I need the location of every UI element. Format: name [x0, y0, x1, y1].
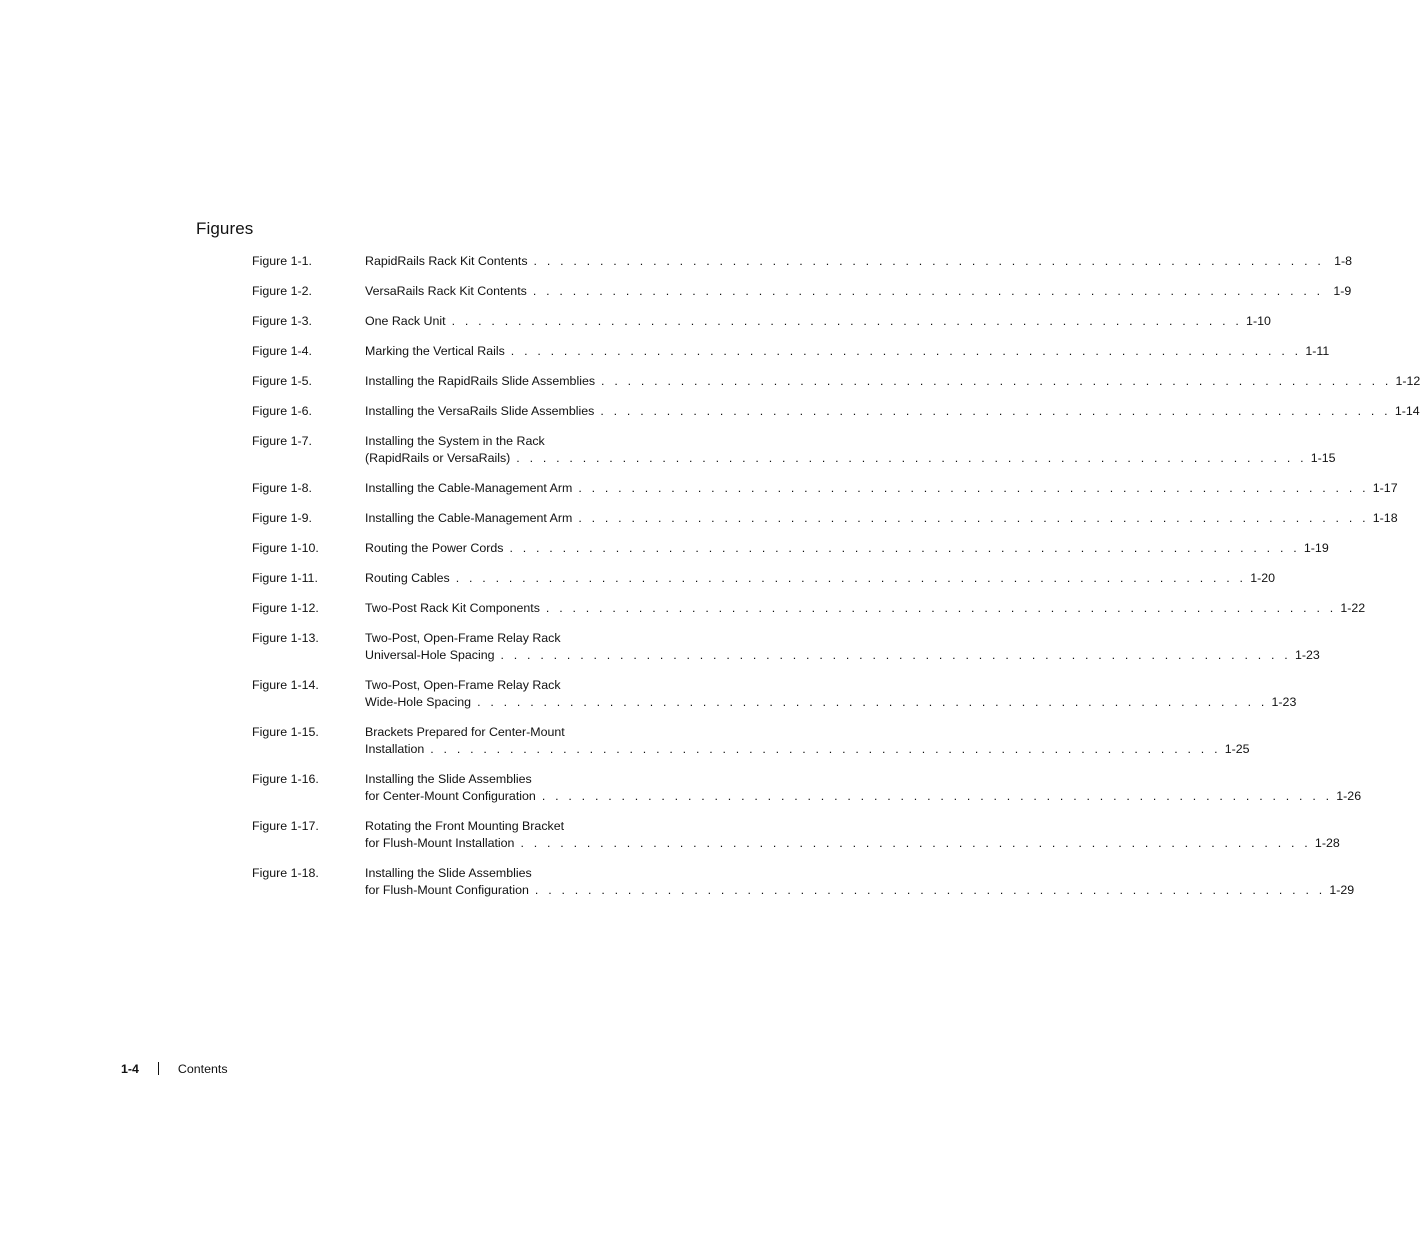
page-number: 1-23: [1271, 695, 1297, 709]
page-number: 1-26: [1336, 789, 1362, 803]
figure-caption: [365, 630, 1320, 664]
figure-title-line: Two-Post Rack Kit Components: [365, 601, 540, 615]
section-heading: Figures: [196, 219, 254, 238]
figure-label: Figure 1-6.: [252, 404, 312, 418]
figure-title-row: [365, 741, 1250, 758]
figure-title-row: [365, 694, 1297, 711]
figure-title-line: Wide-Hole Spacing: [365, 695, 472, 709]
figure-caption: [365, 373, 1420, 390]
figure-title-line: Installing the Cable-Management Arm: [365, 511, 573, 525]
toc-entry: [252, 570, 1276, 587]
figure-title-line: Brackets Prepared for Center-Mount: [365, 725, 565, 739]
figure-caption: [365, 724, 1250, 758]
footer-separator: [158, 1062, 159, 1075]
toc-entry: [252, 771, 1362, 805]
figure-title-line: Installing the Cable-Management Arm: [365, 481, 573, 495]
dot-leader: . . . . . . . . . . . . . . . . . . . . . . . . . . . . . . . . . . . . . . . . . . . . . . . . . . . . . . . . . . . .: [578, 481, 1369, 495]
toc-entry: [252, 724, 1250, 758]
page-number: 1-14: [1394, 404, 1420, 418]
figure-label: Figure 1-12.: [252, 601, 319, 615]
figure-label: Figure 1-18.: [252, 866, 319, 880]
dot-leader: . . . . . . . . . . . . . . . . . . . . . . . . . . . . . . . . . . . . . . . . . . . . . . . . . . . . . . . . . . . .: [509, 541, 1300, 555]
figure-title-line: VersaRails Rack Kit Contents: [365, 284, 527, 298]
figure-title-line: Routing Cables: [365, 571, 450, 585]
figure-title-row: [365, 313, 1271, 330]
figure-title-line: RapidRails Rack Kit Contents: [365, 254, 528, 268]
figure-caption: [365, 677, 1297, 711]
dot-leader: . . . . . . . . . . . . . . . . . . . . . . . . . . . . . . . . . . . . . . . . . . . . . . . . . . . . . . . . . . . .: [510, 344, 1302, 358]
page-number: 1-19: [1303, 541, 1329, 555]
figure-label: Figure 1-2.: [252, 284, 312, 298]
figure-label: Figure 1-13.: [252, 631, 319, 645]
toc-entry: [252, 373, 1420, 390]
toc-entry: [252, 510, 1398, 527]
page-number: 1-18: [1372, 511, 1398, 525]
figure-caption: [365, 818, 1340, 852]
toc-entry: [252, 313, 1271, 330]
toc-entry: [252, 283, 1352, 300]
toc-entry: [252, 818, 1340, 852]
figure-label: Figure 1-7.: [252, 434, 312, 448]
figure-title-line: Installation: [365, 742, 425, 756]
figure-caption: [365, 283, 1352, 300]
page-number: 1-29: [1329, 883, 1355, 897]
page-number: 1-11: [1305, 344, 1330, 358]
figure-title-line: Universal-Hole Spacing: [365, 648, 495, 662]
figure-label: Figure 1-5.: [252, 374, 312, 388]
figure-title-line: for Center-Mount Configuration: [365, 789, 536, 803]
page-number: 1-28: [1314, 836, 1340, 850]
figure-label: Figure 1-15.: [252, 725, 319, 739]
dot-leader: . . . . . . . . . . . . . . . . . . . . . . . . . . . . . . . . . . . . . . . . . . . . . . . . . . . . . . . . . . . .: [541, 789, 1333, 803]
figure-title-line: Rotating the Front Mounting Bracket: [365, 819, 565, 833]
figure-label: Figure 1-14.: [252, 678, 319, 692]
dot-leader: . . . . . . . . . . . . . . . . . . . . . . . . . . . . . . . . . . . . . . . . . . . . . . . . . . . . . . . . . . . .: [500, 648, 1291, 662]
page-number: 1-8: [1334, 254, 1352, 268]
toc-entry: [252, 343, 1330, 360]
dot-leader: . . . . . . . . . . . . . . . . . . . . . . . . . . . . . . . . . . . . . . . . . . . . . . . . . . . . . . . . . . . .: [600, 404, 1391, 418]
figure-title-row: [365, 510, 1398, 527]
figure-title-row: [365, 647, 1320, 664]
dot-leader: . . . . . . . . . . . . . . . . . . . . . . . . . . . . . . . . . . . . . . . . . . . . . . . . . . . . . . . . . . . .: [430, 742, 1221, 756]
toc-entry: [252, 865, 1355, 899]
figure-title-row: [365, 835, 1340, 852]
page-number: 1-10: [1246, 314, 1271, 328]
footer-section-name: Contents: [177, 1062, 228, 1076]
figure-caption: [365, 343, 1330, 360]
figure-title-line: One Rack Unit: [365, 314, 446, 328]
page-number: 1-17: [1372, 481, 1398, 495]
figure-title-line: Installing the Slide Assemblies: [365, 866, 532, 880]
figure-title-line: Installing the Slide Assemblies: [365, 772, 532, 786]
figure-title-line: for Flush-Mount Installation: [365, 836, 515, 850]
figure-label: Figure 1-4.: [252, 344, 312, 358]
page-footer: [121, 1061, 228, 1078]
dot-leader: . . . . . . . . . . . . . . . . . . . . . . . . . . . . . . . . . . . . . . . . . . . . . . . . . . . . . . . . . . . .: [545, 601, 1337, 615]
page-number: 1-20: [1250, 571, 1276, 585]
figure-caption: [365, 600, 1366, 617]
dot-leader: . . . . . . . . . . . . . . . . . . . . . . . . . . . . . . . . . . . . . . . . . . . . . . . . . . . . . . . . . . . .: [601, 374, 1392, 388]
figure-caption: [365, 253, 1352, 270]
figure-title-row: [365, 343, 1330, 360]
dot-leader: . . . . . . . . . . . . . . . . . . . . . . . . . . . . . . . . . . . . . . . . . . . . . . . . . . . . . . . . . . . .: [477, 695, 1268, 709]
figure-caption: [365, 540, 1329, 557]
figure-label: Figure 1-11.: [252, 571, 318, 585]
figure-title-row: [365, 570, 1276, 587]
dot-leader: . . . . . . . . . . . . . . . . . . . . . . . . . . . . . . . . . . . . . . . . . . . . . . . . . . . . . . . . . . . .: [578, 511, 1369, 525]
dot-leader: . . . . . . . . . . . . . . . . . . . . . . . . . . . . . . . . . . . . . . . . . . . . . . . . . . . . . . . . . . . .: [533, 254, 1324, 268]
figure-title-line: Marking the Vertical Rails: [365, 344, 505, 358]
figure-title-line: for Flush-Mount Configuration: [365, 883, 529, 897]
figure-caption: [365, 433, 1336, 467]
figure-caption: [365, 570, 1276, 587]
figure-title-line: Routing the Power Cords: [365, 541, 504, 555]
figure-title-line: Installing the VersaRails Slide Assemblies: [365, 404, 595, 418]
toc-entry: [252, 540, 1329, 557]
figure-caption: [365, 510, 1398, 527]
dot-leader: . . . . . . . . . . . . . . . . . . . . . . . . . . . . . . . . . . . . . . . . . . . . . . . . . . . . . . . . . . . .: [532, 284, 1324, 298]
figure-label: Figure 1-9.: [252, 511, 312, 525]
figure-title-row: [365, 283, 1352, 300]
figure-title-line: Two-Post, Open-Frame Relay Rack: [365, 678, 561, 692]
figure-title-line: Installing the RapidRails Slide Assemblies: [365, 374, 596, 388]
figure-label: Figure 1-10.: [252, 541, 319, 555]
toc-entry: [252, 677, 1297, 711]
toc-entry: [252, 253, 1352, 270]
figure-caption: [365, 865, 1355, 899]
page-number: 1-25: [1224, 742, 1250, 756]
toc-entry: [252, 480, 1398, 497]
figure-title-line: (RapidRails or VersaRails): [365, 451, 511, 465]
figure-caption: [365, 480, 1398, 497]
figure-title-row: [365, 373, 1420, 390]
figure-label: Figure 1-16.: [252, 772, 319, 786]
toc-entry: [252, 403, 1420, 420]
page-number: 1-22: [1340, 601, 1366, 615]
dot-leader: . . . . . . . . . . . . . . . . . . . . . . . . . . . . . . . . . . . . . . . . . . . . . . . . . . . . . . . . . . . .: [534, 883, 1326, 897]
figure-title-line: Two-Post, Open-Frame Relay Rack: [365, 631, 561, 645]
figure-title-row: [365, 480, 1398, 497]
figure-caption: [365, 313, 1271, 330]
page-number: 1-9: [1333, 284, 1352, 298]
dot-leader: . . . . . . . . . . . . . . . . . . . . . . . . . . . . . . . . . . . . . . . . . . . . . . . . . . . . . . . . . . . .: [455, 571, 1247, 585]
dot-leader: . . . . . . . . . . . . . . . . . . . . . . . . . . . . . . . . . . . . . . . . . . . . . . . . . . . . . . . . . . . .: [516, 451, 1307, 465]
figure-title-row: [365, 540, 1329, 557]
figure-title-row: [365, 403, 1420, 420]
dot-leader: . . . . . . . . . . . . . . . . . . . . . . . . . . . . . . . . . . . . . . . . . . . . . . . . . . . . . . . . . . . .: [451, 314, 1243, 328]
figure-title-row: [365, 882, 1355, 899]
figure-caption: [365, 403, 1420, 420]
figure-label: Figure 1-17.: [252, 819, 319, 833]
toc-entry: [252, 630, 1320, 664]
footer-page-number: 1-4: [121, 1062, 139, 1076]
page-number: 1-12: [1395, 374, 1420, 388]
figure-title-row: [365, 788, 1362, 805]
figure-label: Figure 1-3.: [252, 314, 312, 328]
figure-title-line: Installing the System in the Rack: [365, 434, 545, 448]
page-number: 1-23: [1294, 648, 1320, 662]
figure-title-row: [365, 450, 1336, 467]
figure-title-row: [365, 600, 1366, 617]
toc-entry: [252, 433, 1336, 467]
figure-title-row: [365, 253, 1352, 270]
figure-label: Figure 1-1.: [252, 254, 312, 268]
page-number: 1-15: [1310, 451, 1336, 465]
toc-entry: [252, 600, 1366, 617]
figure-label: Figure 1-8.: [252, 481, 312, 495]
figure-caption: [365, 771, 1362, 805]
dot-leader: . . . . . . . . . . . . . . . . . . . . . . . . . . . . . . . . . . . . . . . . . . . . . . . . . . . . . . . . . . . .: [520, 836, 1311, 850]
